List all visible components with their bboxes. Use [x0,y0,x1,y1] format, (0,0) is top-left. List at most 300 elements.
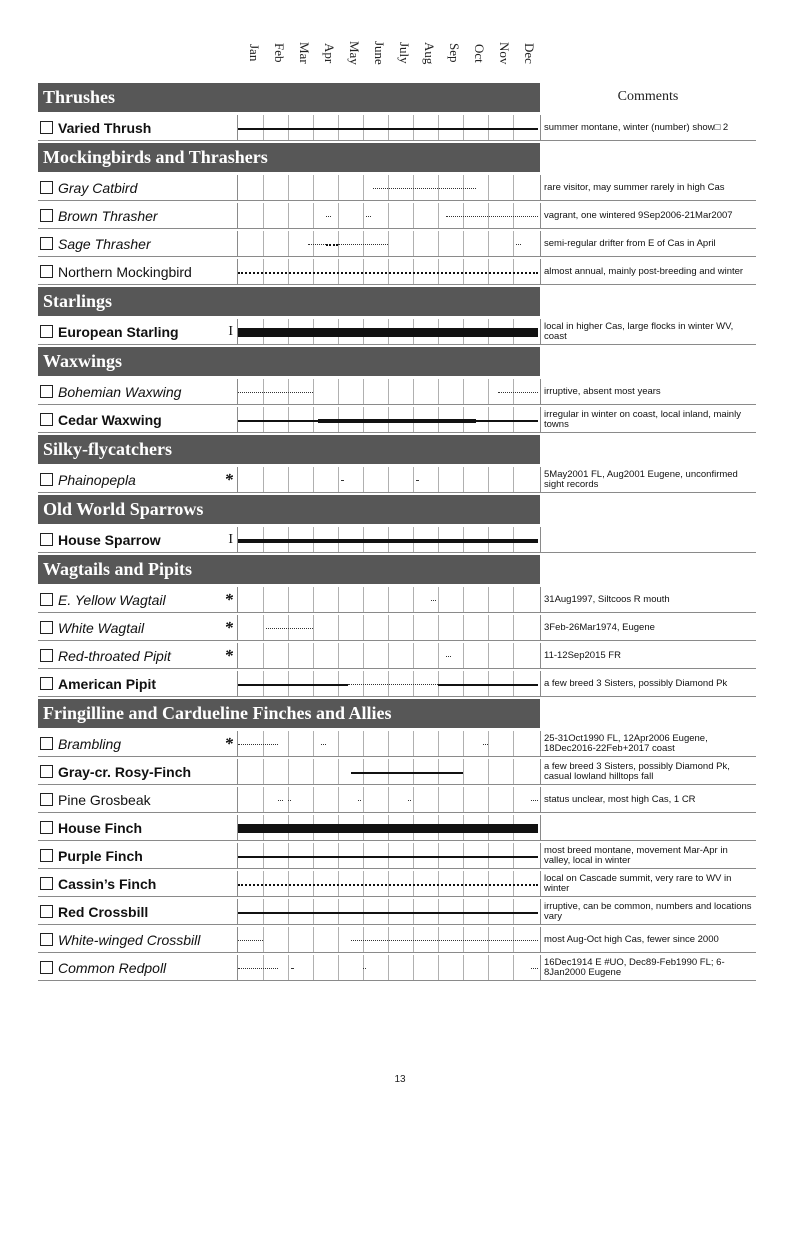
species-checkbox[interactable] [40,621,53,634]
occurrence-bar [291,968,294,969]
species-checkbox[interactable] [40,933,53,946]
species-name-cell [38,467,237,492]
month-divider [363,203,364,228]
species-name: Red Crossbill [58,903,149,920]
month-divider [288,231,289,256]
month-divider [488,615,489,640]
month-divider [313,955,314,980]
month-grid [237,115,537,140]
species-row [38,815,756,840]
species-name-cell [38,259,237,284]
occurrence-bar [348,684,438,685]
month-header: July [397,42,412,64]
row-divider [38,868,756,869]
species-row [38,899,756,924]
month-header: Oct [472,43,487,63]
species-checkbox[interactable] [40,677,53,690]
species-row [38,587,756,612]
occurrence-bar [326,244,339,246]
row-divider [38,640,756,641]
row-divider [38,612,756,613]
occurrence-bar [238,940,263,941]
month-grid [237,231,537,256]
section-header: Mockingbirds and Thrashers [38,143,540,172]
rarity-asterisk: * [224,589,233,609]
section-header: Old World Sparrows [38,495,540,524]
species-comment: a few breed 3 Sisters, possibly Diamond Pk, casual lowland hilltops fall [540,759,756,784]
month-divider [388,231,389,256]
month-divider [488,731,489,756]
row-divider [38,552,756,553]
month-divider [513,467,514,492]
occurrence-bar [446,656,451,657]
month-divider [263,175,264,200]
occurrence-bar [238,272,538,274]
species-comment: vagrant, one wintered 9Sep2006-21Mar2007 [540,203,756,228]
month-grid [237,843,537,868]
species-comment: most breed montane, movement Mar-Apr in valley, local in winter [540,843,756,868]
month-divider [313,467,314,492]
month-divider [438,643,439,668]
month-divider [263,231,264,256]
month-divider [363,643,364,668]
rarity-asterisk: * [224,469,233,489]
month-divider [388,467,389,492]
month-grid [237,319,537,344]
occurrence-bar [341,480,344,481]
month-divider [313,927,314,952]
month-divider [338,955,339,980]
species-name: Gray-cr. Rosy-Finch [58,763,192,780]
month-divider [513,587,514,612]
month-grid [237,527,537,552]
species-checkbox[interactable] [40,533,53,546]
month-divider [488,787,489,812]
page-number: 13 [394,1074,406,1085]
species-row [38,407,756,432]
month-divider [313,615,314,640]
month-divider [288,759,289,784]
month-grid [237,871,537,896]
month-divider [363,379,364,404]
species-comment: semi-regular drifter from E of Cas in April [540,231,756,256]
month-divider [388,587,389,612]
month-grid [237,731,537,756]
month-grid [237,407,537,432]
species-name-cell [38,843,237,868]
month-divider [463,379,464,404]
month-divider [413,587,414,612]
month-divider [263,467,264,492]
species-name: Purple Finch [58,847,143,864]
species-checkbox[interactable] [40,793,53,806]
month-grid [237,955,537,980]
row-divider [38,784,756,785]
month-divider [388,615,389,640]
species-name: House Sparrow [58,531,161,548]
occurrence-bar [531,968,539,969]
month-divider [263,759,264,784]
month-divider [263,615,264,640]
month-divider [413,731,414,756]
species-name-cell [38,815,237,840]
species-comment: local on Cascade summit, very rare to WV in winter [540,871,756,896]
species-comment: 3Feb-26Mar1974, Eugene [540,615,756,640]
month-divider [338,927,339,952]
month-divider [338,587,339,612]
occurrence-bar [238,912,538,914]
month-divider [313,587,314,612]
month-divider [438,587,439,612]
month-divider [313,175,314,200]
row-divider [38,924,756,925]
species-row [38,615,756,640]
occurrence-bar [238,392,313,393]
species-name-cell [38,955,237,980]
month-divider [288,731,289,756]
month-divider [388,787,389,812]
species-name: Brown Thrasher [58,207,158,224]
month-header: May [347,41,362,65]
species-name-cell [38,587,237,612]
month-divider [463,731,464,756]
month-divider [413,615,414,640]
species-comment: 5May2001 FL, Aug2001 Eugene, unconfirmed sight records [540,467,756,492]
row-divider [38,200,756,201]
month-divider [388,203,389,228]
species-checkbox[interactable] [40,325,53,338]
month-divider [363,787,364,812]
species-name-cell [38,203,237,228]
section-header: Fringilline and Cardueline Finches and Allies [38,699,540,728]
row-divider [38,840,756,841]
month-divider [388,955,389,980]
species-name: Pine Grosbeak [58,791,151,808]
species-comment: irruptive, absent most years [540,379,756,404]
month-divider [288,927,289,952]
species-name-cell [38,927,237,952]
month-divider [363,587,364,612]
month-divider [313,203,314,228]
species-checkbox[interactable] [40,121,53,134]
species-row [38,203,756,228]
species-row [38,871,756,896]
month-divider [263,587,264,612]
occurrence-bar [238,824,538,833]
month-divider [513,731,514,756]
month-divider [338,731,339,756]
species-comment: 25-31Oct1990 FL, 12Apr2006 Eugene, 18Dec2016-22Feb+2017 coast [540,731,756,756]
species-name: White-winged Crossbill [58,931,201,948]
species-row [38,319,756,344]
species-checkbox[interactable] [40,765,53,778]
species-checkbox[interactable] [40,209,53,222]
species-row [38,671,756,696]
species-checkbox[interactable] [40,649,53,662]
month-divider [363,731,364,756]
month-grid [237,259,537,284]
species-name: Sage Thrasher [58,235,151,252]
species-name: Brambling [58,735,122,752]
month-divider [338,643,339,668]
month-divider [288,643,289,668]
occurrence-bar [238,539,538,543]
comments-header: Comments [617,89,679,104]
species-row [38,643,756,668]
row-divider [38,952,756,953]
species-name-cell [38,899,237,924]
species-name-cell [38,871,237,896]
row-divider [38,344,756,345]
row-divider [38,812,756,813]
month-divider [438,787,439,812]
month-divider [338,379,339,404]
month-divider [263,203,264,228]
row-divider [38,140,756,141]
month-divider [413,643,414,668]
species-name: Common Redpoll [58,959,167,976]
species-checkbox[interactable] [40,593,53,606]
month-divider [438,615,439,640]
species-name: Red-throated Pipit [58,647,171,664]
month-grid [237,671,537,696]
month-header: Feb [272,43,287,63]
species-checkbox[interactable] [40,821,53,834]
month-divider [438,203,439,228]
species-comment: 11-12Sep2015 FR [540,643,756,668]
species-name-cell [38,615,237,640]
species-name: White Wagtail [58,619,145,636]
occurrence-bar [373,188,476,189]
month-divider [488,587,489,612]
species-name-cell [38,379,237,404]
species-name: Varied Thrush [58,119,152,136]
month-divider [513,759,514,784]
month-header: Dec [522,42,537,64]
species-row [38,927,756,952]
month-divider [313,731,314,756]
month-divider [413,203,414,228]
species-row [38,843,756,868]
month-grid [237,787,537,812]
row-divider [38,696,756,697]
species-row [38,731,756,756]
month-header: Mar [297,42,312,64]
species-comment: most Aug-Oct high Cas, fewer since 2000 [540,927,756,952]
occurrence-bar [238,128,538,130]
row-divider [38,284,756,285]
month-divider [313,759,314,784]
species-comment [540,527,756,552]
month-divider [413,379,414,404]
row-divider [38,668,756,669]
occurrence-bar [438,684,538,686]
month-divider [413,467,414,492]
species-name: Cassin’s Finch [58,875,157,892]
month-grid [237,815,537,840]
month-divider [513,615,514,640]
species-name: Cedar Waxwing [58,411,162,428]
occurrence-bar [238,420,318,422]
section-header: Silky-flycatchers [38,435,540,464]
month-header: Apr [322,42,337,64]
month-divider [363,615,364,640]
month-divider [488,467,489,492]
month-divider [413,955,414,980]
month-divider [513,955,514,980]
row-divider [38,896,756,897]
month-header: Jan [247,44,262,62]
occurrence-bar [238,328,538,337]
species-name-cell [38,115,237,140]
month-divider [313,379,314,404]
month-divider [313,787,314,812]
species-name: Northern Mockingbird [58,263,192,280]
month-header: June [372,41,387,65]
month-divider [413,787,414,812]
month-divider [463,955,464,980]
month-divider [263,643,264,668]
species-row [38,175,756,200]
occurrence-bar [266,628,314,629]
month-divider [388,643,389,668]
month-divider [488,955,489,980]
occurrence-bar [363,968,366,969]
month-divider [438,231,439,256]
species-checkbox[interactable] [40,181,53,194]
occurrence-bar [498,392,538,393]
occurrence-bar [238,684,348,686]
occurrence-bar [238,884,538,886]
species-name: European Starling [58,323,179,340]
species-name: Phainopepla [58,471,136,488]
species-comment: 16Dec1914 E #UO, Dec89-Feb1990 FL; 6-8Jan2000 Eugene [540,955,756,980]
occurrence-bar [318,419,476,423]
species-name-cell [38,231,237,256]
row-divider [38,228,756,229]
month-divider [288,467,289,492]
month-grid [237,899,537,924]
introduced-marker: I [228,323,233,339]
occurrence-bar [338,244,388,245]
month-grid [237,379,537,404]
occurrence-bar [278,800,283,801]
month-divider [513,175,514,200]
month-divider [463,615,464,640]
occurrence-bar [358,800,361,801]
row-divider [38,756,756,757]
month-header: Aug [422,41,437,65]
month-divider [488,231,489,256]
species-checkbox[interactable] [40,905,53,918]
introduced-marker: I [228,531,233,547]
species-checkbox[interactable] [40,961,53,974]
species-name-cell [38,175,237,200]
month-divider [463,231,464,256]
month-divider [388,379,389,404]
row-divider [38,492,756,493]
species-name-cell [38,731,237,756]
month-divider [413,231,414,256]
species-checkbox[interactable] [40,473,53,486]
species-checkbox[interactable] [40,877,53,890]
month-divider [363,467,364,492]
species-name-cell [38,319,237,344]
month-divider [338,787,339,812]
species-name: Gray Catbird [58,179,138,196]
occurrence-bar [446,216,539,217]
row-divider [38,980,756,981]
month-divider [488,643,489,668]
month-header: Nov [497,41,512,65]
species-row [38,759,756,784]
section-header: Starlings [38,287,540,316]
month-divider [488,759,489,784]
species-row [38,259,756,284]
occurrence-bar [288,800,291,801]
month-divider [338,175,339,200]
row-divider [38,256,756,257]
occurrence-bar [408,800,411,801]
occurrence-bar [351,772,464,774]
occurrence-bar [308,244,326,245]
row-divider [38,432,756,433]
species-comment: 31Aug1997, Siltcoos R mouth [540,587,756,612]
species-name: American Pipit [58,675,157,692]
species-name-cell [38,527,237,552]
occurrence-bar [238,856,538,858]
month-divider [463,587,464,612]
species-row [38,467,756,492]
species-checkbox[interactable] [40,237,53,250]
section-header: Thrushes [38,83,540,112]
species-comment: almost annual, mainly post-breeding and winter [540,259,756,284]
species-name-cell [38,643,237,668]
occurrence-bar [431,600,436,601]
species-checkbox[interactable] [40,849,53,862]
species-row [38,527,756,552]
species-comment: local in higher Cas, large flocks in winter WV, coast [540,319,756,344]
month-grid [237,175,537,200]
species-checkbox[interactable] [40,737,53,750]
species-checkbox[interactable] [40,265,53,278]
species-comment: rare visitor, may summer rarely in high Cas [540,175,756,200]
species-row [38,787,756,812]
month-grid [237,643,537,668]
month-grid [237,927,537,952]
month-grid [237,467,537,492]
occurrence-bar [238,968,278,969]
occurrence-bar [351,940,539,941]
species-name: E. Yellow Wagtail [58,591,166,608]
month-grid [237,587,537,612]
section-header: Wagtails and Pipits [38,555,540,584]
section-header: Waxwings [38,347,540,376]
month-divider [388,731,389,756]
month-grid [237,615,537,640]
occurrence-bar [238,744,278,745]
species-checkbox[interactable] [40,385,53,398]
month-divider [463,787,464,812]
month-divider [338,759,339,784]
species-name-cell [38,407,237,432]
species-comment: summer montane, winter (number) show□ 2 [540,115,756,140]
month-divider [338,615,339,640]
month-divider [313,643,314,668]
species-name: House Finch [58,819,143,836]
species-checkbox[interactable] [40,413,53,426]
month-divider [488,175,489,200]
